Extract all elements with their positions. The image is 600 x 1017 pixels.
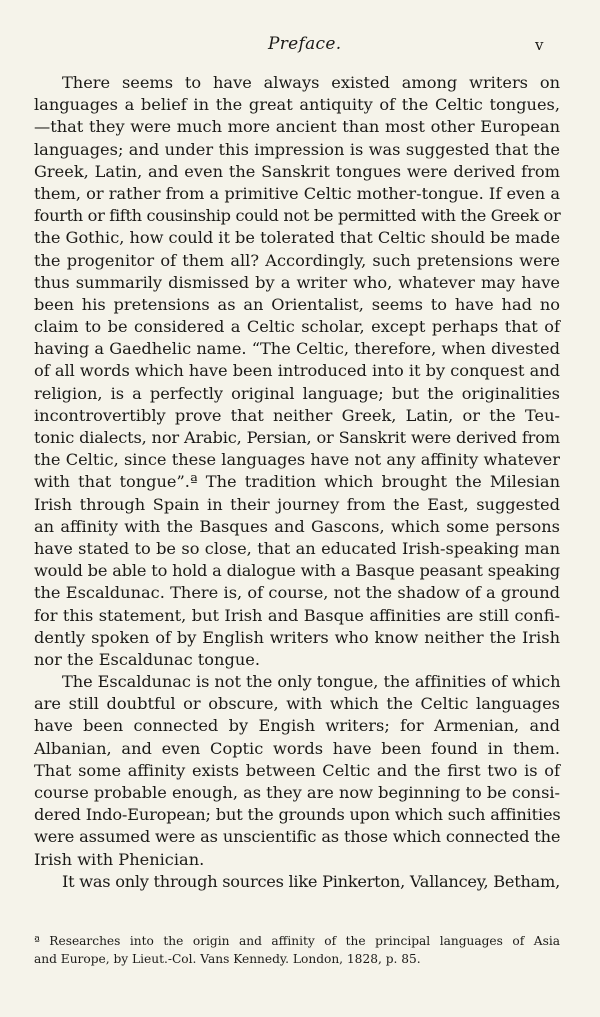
text-line: an affinity with the Basques and Gascons, which some persons xyxy=(34,516,560,536)
text-line: for this statement, but Irish and Basque affinities are still confi- xyxy=(34,605,560,625)
running-title: Preface. xyxy=(268,34,342,54)
text-line: It was only through sources like Pinkerton, Vallancey, Betham, xyxy=(62,871,560,891)
text-line: The Escaldunac is not the only tongue, the affinities of which xyxy=(62,672,561,692)
text-line: Greek, Latin, and even the Sanskrit tongues were derived from xyxy=(34,161,560,181)
text-line: languages a belief in the great antiquity of the Celtic tongues, xyxy=(34,95,560,115)
text-line: thus summarily dismissed by a writer who, whatever may have xyxy=(34,272,560,292)
text-line: course probable enough, as they are now beginning to be consi- xyxy=(34,783,560,802)
text-line: them, or rather from a primitive Celtic mother-tongue. If even a xyxy=(34,183,560,203)
text-line: claim to be considered a Celtic scholar, except perhaps that of xyxy=(34,317,560,337)
text-line: religion, is a perfectly original language; but the originalities xyxy=(34,383,560,403)
text-line: fourth or fifth cousinship could not be permitted with the Greek or xyxy=(34,206,561,226)
text-line: have been connected by Engish writers; for Armenian, and xyxy=(34,716,560,736)
running-header xyxy=(0,34,600,58)
text-line: with that tongue”.ª The tradition which brought the Milesian xyxy=(34,472,560,492)
text-line: of all words which have been introduced into it by conquest and xyxy=(34,361,560,381)
text-line: nor the Escaldunac tongue. xyxy=(34,649,260,669)
text-line: tonic dialects, nor Arabic, Persian, or Sanskrit were derived from xyxy=(34,428,560,447)
text-line: the Gothic, how could it be tolerated that Celtic should be made xyxy=(34,228,560,248)
text-line: dered Indo-European; but the grounds upon which such affinities xyxy=(34,805,561,825)
text-line: the Celtic, since these languages have not any affinity whatever xyxy=(34,450,560,470)
text-line: would be able to hold a dialogue with a Basque peasant speaking xyxy=(34,561,560,581)
text-line: were assumed were as unscientific as those which connected the xyxy=(34,827,561,847)
text-line: having a Gaedhelic name. “The Celtic, therefore, when divested xyxy=(34,339,560,359)
footnote-line: ª Researches into the origin and affinity of the principal languages of Asia xyxy=(34,934,560,948)
text-line: Irish with Phenician. xyxy=(34,849,205,869)
text-line: the progenitor of them all? Accordingly, such pretensions were xyxy=(34,250,560,270)
text-line: the Escaldunac. There is, of course, not the shadow of a ground xyxy=(34,583,560,603)
text-line: That some affinity exists between Celtic and the first two is of xyxy=(34,760,560,780)
text-line: Albanian, and even Coptic words have been found in them. xyxy=(34,738,560,758)
text-line: languages; and under this impression is was suggested that the xyxy=(34,139,560,159)
text-line: dently spoken of by English writers who know neither the Irish xyxy=(34,627,560,647)
footnote xyxy=(34,932,560,968)
text-line: Irish through Spain in their journey from the East, suggested xyxy=(34,494,560,514)
text-line: have stated to be so close, that an educated Irish-speaking man xyxy=(34,538,560,558)
body-text xyxy=(34,72,560,893)
page-number: v xyxy=(535,36,544,54)
text-line: —that they were much more ancient than most other European xyxy=(34,117,560,137)
text-line: incontrovertibly prove that neither Greek, Latin, or the Teu- xyxy=(34,405,560,425)
text-line: been his pretensions as an Orientalist, seems to have had no xyxy=(34,294,560,314)
text-line: There seems to have always existed among writers on xyxy=(62,73,560,92)
text-line: are still doubtful or obscure, with which the Celtic languages xyxy=(34,694,560,714)
footnote-line: and Europe, by Lieut.-Col. Vans Kennedy. London, 1828, p. 85. xyxy=(34,952,421,966)
